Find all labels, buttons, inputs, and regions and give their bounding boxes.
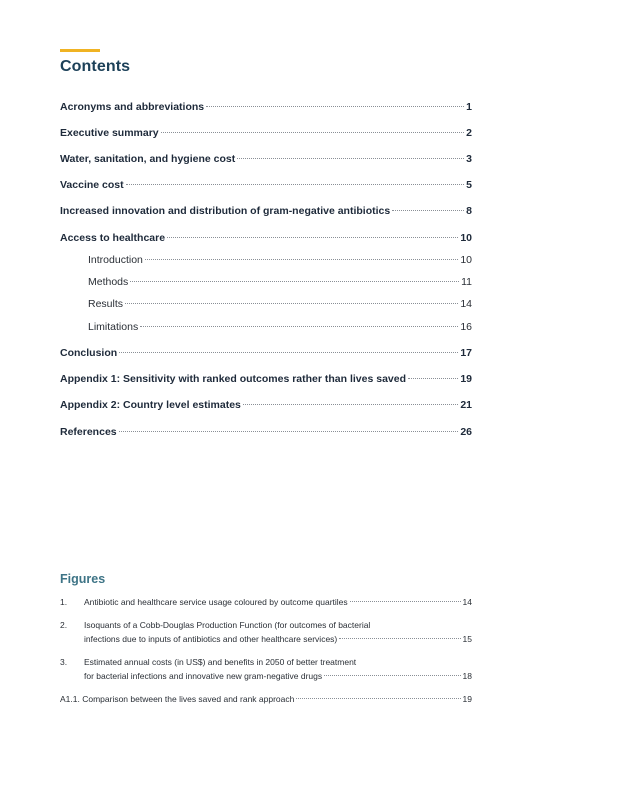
toc-entry-label: References <box>60 426 117 438</box>
toc-entry-label: Conclusion <box>60 347 118 359</box>
toc-entry-label: Acronyms and abbreviations <box>60 101 205 113</box>
toc-page-number: 21 <box>460 399 472 411</box>
figure-page-number: 19 <box>462 694 472 704</box>
toc-page-number: 2 <box>466 127 472 139</box>
figure-caption-line-1: Estimated annual costs (in US$) and benefits in 2050 of better treatment <box>84 657 357 667</box>
toc-entry-label: Increased innovation and distribution of gram-negative antibiotics <box>60 205 391 217</box>
figure-caption-line-2: for bacterial infections and innovative new gram-negative drugs <box>84 670 323 681</box>
dot-leader <box>339 638 460 639</box>
title-accent-bar <box>60 49 100 52</box>
toc-entry-label: Results <box>88 298 124 310</box>
dot-leader <box>206 106 464 107</box>
toc-entry-acronyms[interactable] <box>60 100 472 114</box>
dot-leader <box>350 601 461 602</box>
figure-number: 2. <box>60 620 68 630</box>
dot-leader <box>237 158 464 159</box>
toc-entry-label: Introduction <box>88 254 143 266</box>
toc-entry-label: Appendix 1: Sensitivity with ranked outcomes rather than lives saved <box>60 373 407 385</box>
dot-leader <box>145 259 458 260</box>
toc-entry-label: Vaccine cost <box>60 179 124 191</box>
dot-leader <box>392 210 464 211</box>
toc-page-number: 14 <box>460 298 472 310</box>
toc-entry-access-to-healthcare[interactable] <box>60 231 472 245</box>
dot-leader <box>408 378 458 379</box>
dot-leader <box>324 675 460 676</box>
figure-caption: Antibiotic and healthcare service usage coloured by outcome quartiles <box>84 597 348 607</box>
toc-entry-label: Appendix 2: Country level estimates <box>60 399 241 411</box>
toc-page-number: 16 <box>460 321 472 333</box>
toc-page-number: 17 <box>460 347 472 359</box>
contents-heading: Contents <box>60 58 131 75</box>
toc-entry-label: Access to healthcare <box>60 232 166 244</box>
figure-caption-line-2: infections due to inputs of antibiotics and other healthcare services) <box>84 633 338 644</box>
toc-entry-label: Limitations <box>88 321 139 333</box>
toc-entry-label: Water, sanitation, and hygiene cost <box>60 153 236 165</box>
toc-page-number: 5 <box>466 179 472 191</box>
dot-leader <box>296 698 460 699</box>
dot-leader <box>119 431 459 432</box>
figure-number: 1. <box>60 597 68 607</box>
dot-leader <box>161 132 465 133</box>
figure-page-number: 15 <box>462 633 472 644</box>
dot-leader <box>125 303 458 304</box>
toc-entry-methods[interactable] <box>88 275 472 289</box>
toc-entry-label: Methods <box>88 276 129 288</box>
toc-entry-wash-cost[interactable] <box>60 152 472 166</box>
toc-page-number: 11 <box>461 276 472 288</box>
toc-entry-limitations[interactable] <box>88 320 472 334</box>
dot-leader <box>126 184 465 185</box>
figure-caption-line-1: Isoquants of a Cobb-Douglas Production Function (for outcomes of bacterial <box>84 620 371 630</box>
toc-page-number: 8 <box>466 205 472 217</box>
toc-page-number: 19 <box>460 373 472 385</box>
toc-entry-vaccine-cost[interactable] <box>60 178 472 192</box>
dot-leader <box>119 352 458 353</box>
toc-page-number: 1 <box>466 101 472 113</box>
toc-entry-label: Executive summary <box>60 127 159 139</box>
toc-entry-references[interactable] <box>60 425 472 439</box>
figures-heading: Figures <box>60 572 106 586</box>
toc-page-number: 26 <box>460 426 472 438</box>
toc-entry-appendix-2[interactable] <box>60 398 472 412</box>
toc-entry-antibiotics[interactable] <box>60 204 472 218</box>
dot-leader <box>130 281 459 282</box>
figure-page-number: 18 <box>462 670 472 681</box>
dot-leader <box>140 326 458 327</box>
figure-caption: A1.1. Comparison between the lives saved and rank approach <box>60 694 295 704</box>
toc-page-number: 10 <box>460 254 472 266</box>
toc-entry-results[interactable] <box>88 297 472 311</box>
toc-entry-executive-summary[interactable] <box>60 126 472 140</box>
toc-entry-appendix-1[interactable] <box>60 372 472 386</box>
toc-page-number: 3 <box>466 153 472 165</box>
dot-leader <box>243 404 458 405</box>
dot-leader <box>167 237 458 238</box>
toc-page-number: 10 <box>460 232 472 244</box>
figure-number: 3. <box>60 657 68 667</box>
figure-page-number: 14 <box>462 597 472 607</box>
toc-entry-conclusion[interactable] <box>60 346 472 360</box>
toc-entry-introduction[interactable] <box>88 253 472 267</box>
